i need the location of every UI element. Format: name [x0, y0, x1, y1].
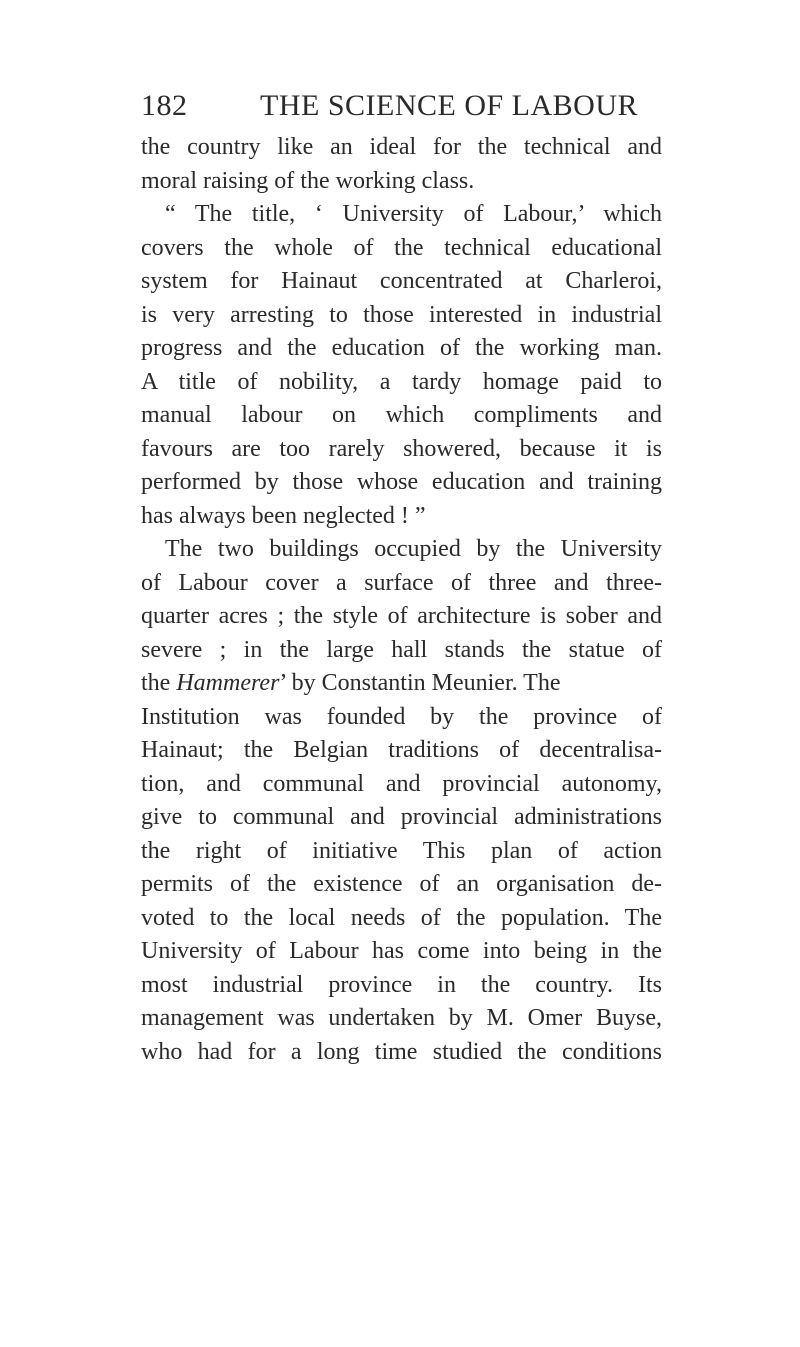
text-line: tion, and communal and provincial autonomy, [141, 770, 662, 797]
text-line: covers the whole of the technical educational [141, 234, 662, 261]
text-line: favours are too rarely showered, because it is [141, 435, 662, 462]
text-line: moral raising of the working class. [141, 167, 475, 194]
text-line-with-italic [141, 667, 662, 701]
text-line: quarter acres ; the style of architecture is sober and [141, 603, 662, 629]
text-line: “ The title, ‘ University of Labour,’ which [165, 201, 662, 227]
italic-title: Hammerer [176, 670, 280, 696]
text-line: is very arresting to those interested in industrial [141, 301, 662, 328]
page-header-title: THE SCIENCE OF LABOUR [260, 89, 639, 122]
text-line: the country like an ideal for the technical and [141, 134, 662, 160]
text-line: severe ; in the large hall stands the statue of [141, 636, 662, 663]
text-line: most industrial province in the country. Its [141, 971, 662, 998]
text-line: the right of initiative This plan of action [141, 837, 662, 864]
page-number: 182 [141, 89, 188, 122]
body-text [141, 131, 662, 1069]
text-line: A title of nobility, a tardy homage paid to [141, 368, 662, 395]
text-line: permits of the existence of an organisation de- [141, 871, 662, 897]
text-line: management was undertaken by M. Omer Buyse, [141, 1005, 662, 1031]
text-line: Hainaut; the Belgian traditions of decentralisa- [141, 737, 662, 763]
text-line: performed by those whose education and training [141, 469, 662, 495]
text-line: of Labour cover a surface of three and three- [141, 569, 662, 596]
text-fragment: the [141, 670, 171, 696]
text-line: has always been neglected ! ” [141, 502, 426, 529]
text-fragment: ’ by Constantin Meunier. The [279, 670, 561, 696]
running-head [141, 86, 661, 126]
text-line: give to communal and provincial administrations [141, 804, 662, 830]
text-line: progress and the education of the working man. [141, 335, 662, 361]
text-line: Institution was founded by the province of [141, 703, 662, 730]
text-line: voted to the local needs of the population. The [141, 904, 662, 931]
text-line: The two buildings occupied by the University [165, 536, 662, 562]
text-line: who had for a long time studied the conditions [141, 1038, 662, 1065]
text-line: system for Hainaut concentrated at Charleroi, [141, 268, 662, 294]
text-line: manual labour on which compliments and [141, 402, 662, 428]
text-line: University of Labour has come into being in the [141, 938, 662, 964]
